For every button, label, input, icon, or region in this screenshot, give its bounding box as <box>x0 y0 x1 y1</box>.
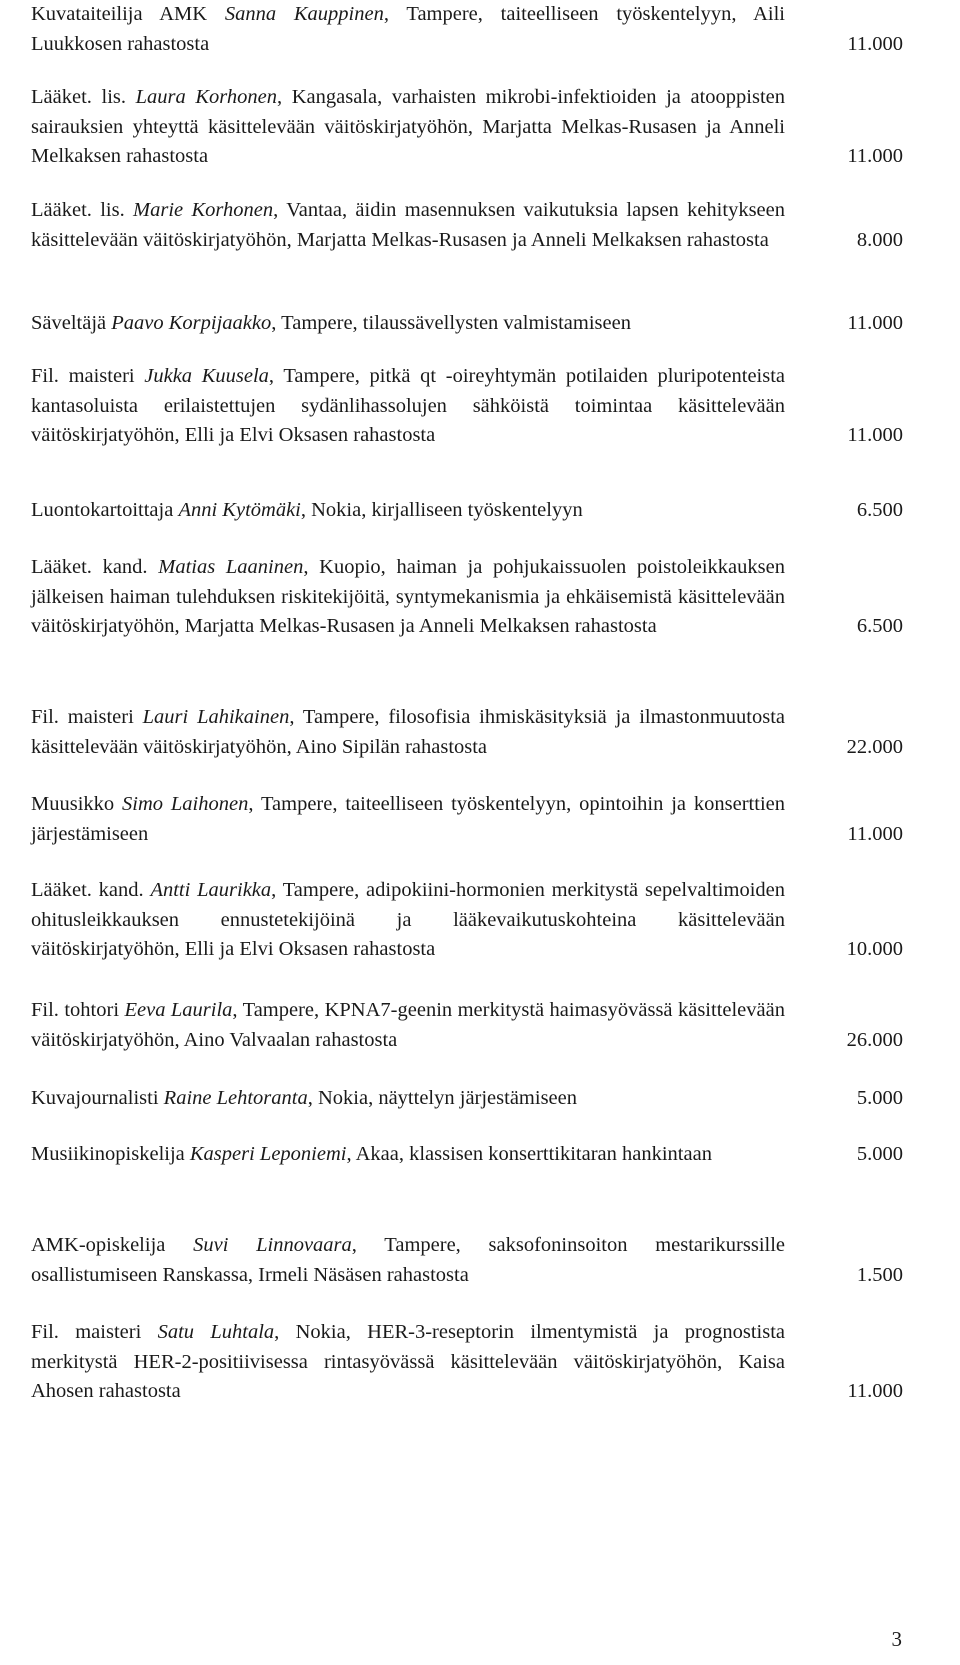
recipient-title: Fil. maisteri <box>31 1321 158 1343</box>
entry-text <box>31 1087 577 1109</box>
recipient-name: Marie Korhonen <box>133 199 274 221</box>
grant-purpose: , Nokia, kirjalliseen työskentelyyn <box>300 499 583 521</box>
entry-text <box>31 199 785 251</box>
grant-entry <box>31 1140 903 1170</box>
entry-text <box>31 793 785 845</box>
grant-amount: 1.500 <box>856 1263 903 1286</box>
grant-purpose: , Nokia, HER-3-reseptorin ilmentymistä ja prognostista merkitystä HER-2-positiivisessa rintasyövässä käsittelevään väitöskirjatyöhön, Kaisa Ahosen rahastosta <box>31 1321 786 1403</box>
entry-text <box>31 1234 785 1286</box>
recipient-name: Jukka Kuusela <box>144 365 269 387</box>
grant-purpose: , Tampere, pitkä qt -oireyhtymän potilaiden pluripotenteista kantasoluista erilaistettujen sydänlihassolujen sähköistä toimintaa käsittelevään väitöskirjatyöhön, Elli ja Elvi Oksasen rahastosta <box>31 365 786 447</box>
grant-purpose: , Tampere, filosofisia ihmiskäsityksiä ja ilmastonmuutosta käsittelevään väitöskirjatyöhön, Aino Sipilän rahastosta <box>31 706 785 758</box>
entry-text <box>31 879 785 960</box>
grant-entry <box>31 362 903 451</box>
recipient-title: Fil. maisteri <box>31 706 143 728</box>
recipient-title: Lääket. lis. <box>31 86 136 108</box>
recipient-title: Luontokartoittaja <box>31 499 179 521</box>
grant-amount: 26.000 <box>846 1028 903 1051</box>
grant-amount: 6.500 <box>856 615 903 638</box>
recipient-name: Eeva Laurila <box>124 999 233 1021</box>
grant-amount: 11.000 <box>847 312 903 334</box>
recipient-name: Anni Kytömäki <box>178 499 301 521</box>
grant-entry <box>31 496 903 526</box>
grant-amount: 11.000 <box>847 1380 903 1403</box>
recipient-title: Lääket. lis. <box>31 199 134 221</box>
grant-entry <box>31 553 903 642</box>
recipient-name: Paavo Korpijaakko <box>111 312 272 334</box>
grant-purpose: , Vantaa, äidin masennuksen vaikutuksia lapsen kehitykseen käsittelevään väitöskirjatyöhön, Marjatta Melkas-Rusasen ja Anneli Melkaksen rahastosta <box>31 199 785 251</box>
recipient-name: Laura Korhonen <box>135 86 277 108</box>
grant-entry <box>31 196 903 255</box>
grant-purpose: , Akaa, klassisen konserttikitaran hankintaan <box>346 1143 712 1165</box>
entry-text <box>31 1321 785 1402</box>
entry-text <box>31 999 785 1051</box>
recipient-name: Satu Luhtala <box>157 1321 275 1343</box>
grant-amount: 6.500 <box>856 499 903 521</box>
grant-entry <box>31 996 903 1055</box>
grant-entry <box>31 790 903 849</box>
grant-purpose: , Tampere, tilaussävellysten valmistamiseen <box>271 312 631 334</box>
grant-amount: 22.000 <box>846 735 903 758</box>
recipient-name: Suvi Linnovaara <box>193 1234 352 1256</box>
recipient-name: Raine Lehtoranta <box>163 1087 308 1109</box>
grant-amount: 10.000 <box>846 938 903 961</box>
grant-entry <box>31 703 903 762</box>
grant-entry <box>31 1318 903 1407</box>
grant-entry <box>31 309 903 339</box>
grant-entry <box>31 1084 903 1114</box>
grant-purpose: , Kuopio, haiman ja pohjukaissuolen poistoleikkauksen jälkeisen haiman tulehduksen riskitekijöitä, syntymekanismia ja ehkäisemistä käsittelevään väitöskirjatyöhön, Marjatta Melkas-Rusasen ja Anneli Melkaksen rahastosta <box>31 556 785 638</box>
entry-text <box>31 312 631 334</box>
grant-entry <box>31 876 903 965</box>
recipient-name: Matias Laaninen <box>158 556 304 578</box>
recipient-name: Kasperi Leponiemi <box>189 1143 347 1165</box>
recipient-title: Kuvataiteilija AMK <box>31 3 225 25</box>
recipient-title: Fil. maisteri <box>31 365 145 387</box>
recipient-name: Lauri Lahikainen <box>142 706 290 728</box>
entry-text <box>31 86 785 167</box>
recipient-title: Lääket. kand. <box>31 556 159 578</box>
entry-text <box>31 365 785 446</box>
grant-purpose: , Tampere, adipokiini-hormonien merkitystä sepelvaltimoiden ohitusleikkauksen ennustetekijöinä ja lääkevaikutuskohteina käsittelevään väitöskirjatyöhön, Elli ja Elvi Oksasen rahastosta <box>31 879 785 961</box>
recipient-title: Musiikinopiskelija <box>31 1143 190 1165</box>
entry-text <box>31 3 785 55</box>
entry-text <box>31 556 785 637</box>
page-number: 3 <box>891 1627 902 1651</box>
grant-purpose: , Kangasala, varhaisten mikrobi-infektioiden ja atooppisten sairauksien yhteyttä käsittelevään väitöskirjatyöhön, Marjatta Melkas-Rusasen ja Anneli Melkaksen rahastosta <box>31 86 785 168</box>
grant-purpose: , Tampere, KPNA7-geenin merkitystä haimasyövässä käsittelevään väitöskirjatyöhön, Aino Valvaalan rahastosta <box>31 999 785 1051</box>
recipient-name: Simo Laihonen <box>122 793 249 815</box>
recipient-title: Kuvajournalisti <box>31 1087 164 1109</box>
entry-text <box>31 499 583 521</box>
grant-purpose: , Tampere, saksofoninsoiton mestarikurssille osallistumiseen Ranskassa, Irmeli Näsäsen rahastosta <box>31 1234 786 1286</box>
recipient-title: AMK-opiskelija <box>31 1234 194 1256</box>
grant-purpose: , Tampere, taiteelliseen työskentelyyn, opintoihin ja konserttien järjestämiseen <box>31 793 785 845</box>
grant-amount: 11.000 <box>847 145 903 168</box>
grant-entry <box>31 83 903 172</box>
grant-amount: 11.000 <box>847 822 903 845</box>
grant-amount: 5.000 <box>856 1143 903 1165</box>
grant-amount: 11.000 <box>847 32 903 55</box>
recipient-title: Lääket. kand. <box>31 879 151 901</box>
recipient-title: Fil. tohtori <box>31 999 125 1021</box>
entry-text <box>31 706 785 758</box>
recipient-name: Antti Laurikka <box>150 879 272 901</box>
grant-amount: 11.000 <box>847 424 903 447</box>
grant-purpose: , Tampere, taiteelliseen työskentelyyn, Aili Luukkosen rahastosta <box>31 3 785 55</box>
grant-entry <box>31 1231 903 1290</box>
entry-text <box>31 1143 712 1165</box>
recipient-name: Sanna Kauppinen <box>224 3 384 25</box>
grant-amount: 8.000 <box>856 228 903 251</box>
grant-purpose: , Nokia, näyttelyn järjestämiseen <box>307 1087 577 1109</box>
grant-amount: 5.000 <box>856 1087 903 1109</box>
recipient-title: Säveltäjä <box>31 312 112 334</box>
grant-entry <box>31 0 903 59</box>
recipient-title: Muusikko <box>31 793 123 815</box>
